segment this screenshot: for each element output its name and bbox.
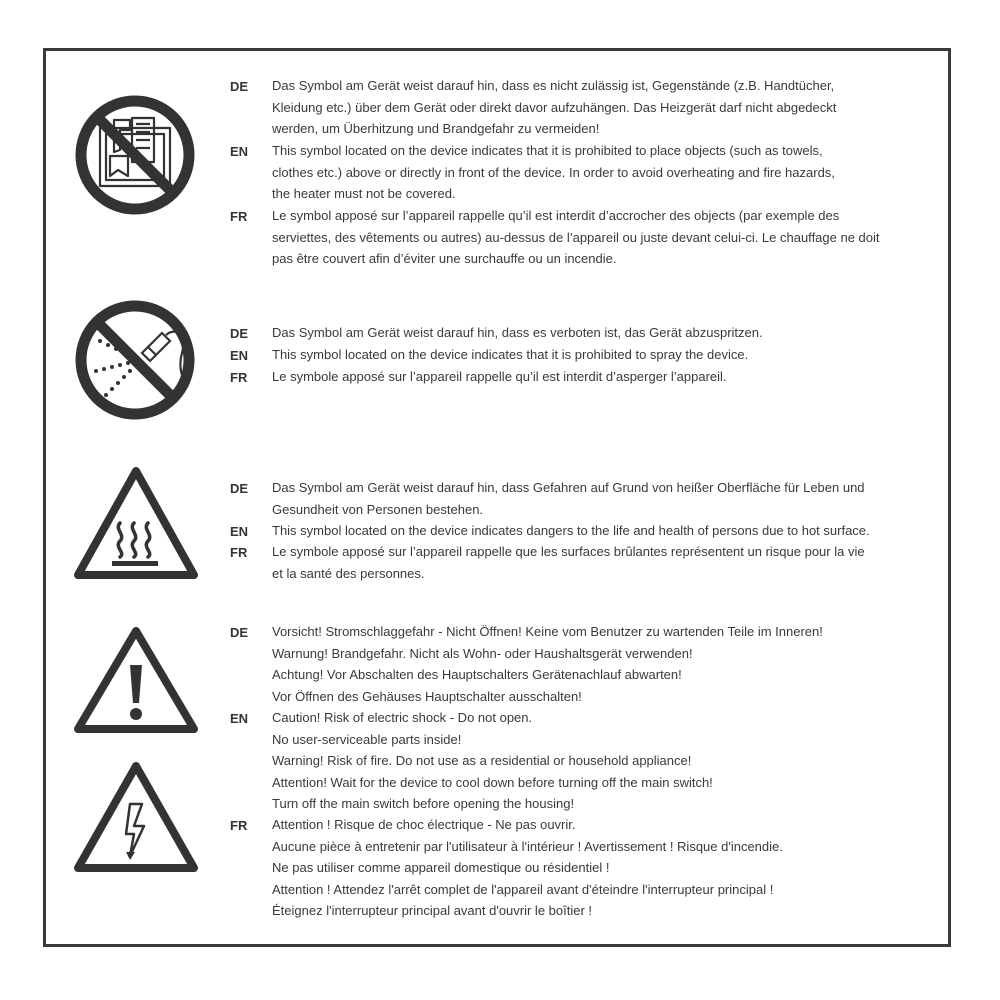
no-spraying-icon xyxy=(70,295,200,425)
section-4-en-text: Caution! Risk of electric shock - Do not open. No user-serviceable parts inside! Warning! Risk of fire. Do not use as a residential or household appliance! Attention! Wait for the device to cool down before turning off the main switch! Turn off the main switch before opening the housing! xyxy=(272,710,713,811)
lang-code-de: DE xyxy=(230,326,249,341)
lang-code-fr: FR xyxy=(230,209,248,224)
section-3-de-text: Das Symbol am Gerät weist darauf hin, dass Gefahren auf Grund von heißer Oberfläche für Leben und Gesundheit von Personen bestehen. xyxy=(272,480,865,517)
lang-code-de: DE xyxy=(230,79,249,94)
lang-code-fr: FR xyxy=(230,370,248,385)
lang-code-en: EN xyxy=(230,711,249,726)
lang-code-en: EN xyxy=(230,144,249,159)
lang-code-fr: FR xyxy=(230,818,248,833)
section-4-de-text: Vorsicht! Stromschlaggefahr - Nicht Öffnen! Keine vom Benutzer zu wartenden Teile im Inneren! Warnung! Brandgefahr. Nicht als Wohn- oder Haushaltsgerät verwenden! Achtung! Vor Abschalten des Hauptschalters Gerätenachlauf abwarten! Vor Öffnen des Gehäuses Hauptschalter ausschalten! xyxy=(272,624,823,704)
section-1-en-text: This symbol located on the device indicates that it is prohibited to place objects (such as towels, clothes etc.) above or directly in front of the device. In order to avoid overheating and fire hazards, the heater must not be covered. xyxy=(272,143,835,201)
section-2-en-text: This symbol located on the device indicates that it is prohibited to spray the device. xyxy=(272,347,749,362)
lang-code-de: DE xyxy=(230,481,249,496)
section-1-fr-text: Le symbol apposé sur l’appareil rappelle qu’il est interdit d’accrocher des objects (par exemple des serviettes, des vêtements ou autres) au-dessus de l’appareil ou juste devant celui-ci. Le chauffage ne doit pas être couvert afin d’éviter une surchauffe ou un incendie. xyxy=(272,208,880,266)
lang-code-de: DE xyxy=(230,625,249,640)
section-1-de-text: Das Symbol am Gerät weist darauf hin, dass es nicht zulässig ist, Gegenstände (z.B. Handtücher, Kleidung etc.) über dem Gerät oder direkt davor aufzuhängen. Das Heizgerät darf nicht abgedeckt werden, um Überhitzung und Brandgefahr zu vermeiden! xyxy=(272,78,837,136)
lang-code-en: EN xyxy=(230,524,249,539)
hot-surface-warning-icon xyxy=(72,465,200,583)
section-2-fr-text: Le symbole apposé sur l’appareil rappelle qu’il est interdit d’asperger l’appareil. xyxy=(272,369,727,384)
electric-shock-warning-icon xyxy=(72,760,200,876)
section-2-de-text: Das Symbol am Gerät weist darauf hin, dass es verboten ist, das Gerät abzuspritzen. xyxy=(272,325,763,340)
section-4-fr-text: Attention ! Risque de choc électrique - Ne pas ouvrir. Aucune pièce à entretenir par l'utilisateur à l'intérieur ! Avertissement ! Risque d'incendie. Ne pas utiliser comme appareil domestique ou résidentiel ! Attention ! Attendez l'arrêt complet de l'appareil avant d'éteindre l'interrupteur principal ! Éteignez l'interrupteur principal avant d'ouvrir le boîtier ! xyxy=(272,817,783,918)
section-3-en-text: This symbol located on the device indicates dangers to the life and health of persons due to hot surface. xyxy=(272,523,870,538)
lang-code-fr: FR xyxy=(230,545,248,560)
lang-code-en: EN xyxy=(230,348,249,363)
no-hanging-objects-icon xyxy=(70,90,200,220)
general-warning-icon xyxy=(72,625,200,737)
section-3-fr-text: Le symbole apposé sur l’appareil rappelle que les surfaces brûlantes représentent un risque pour la vie et la santé des personnes. xyxy=(272,544,865,581)
